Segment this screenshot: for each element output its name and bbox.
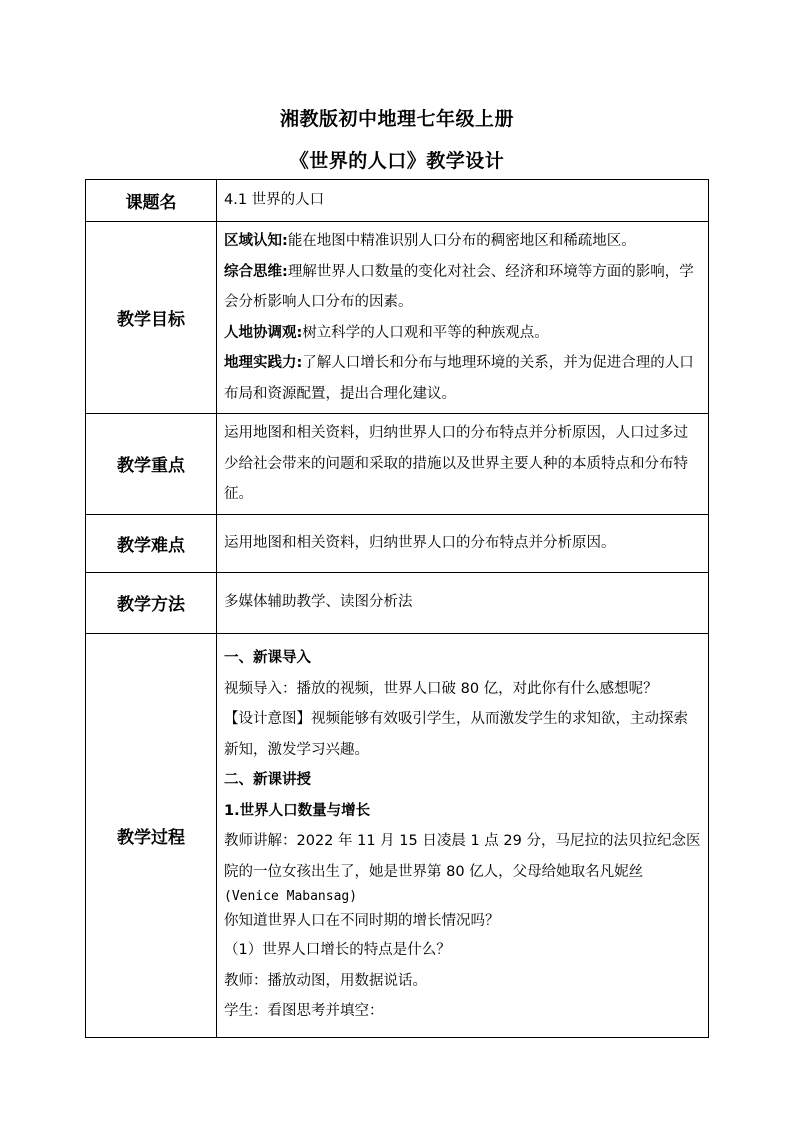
- value-difficulties: 运用地图和相关资料，归纳世界人口的分布特点并分析原因。: [217, 514, 709, 572]
- row-difficulties: [86, 514, 709, 572]
- label-methods: 教学方法: [86, 572, 217, 633]
- value-topic: 4.1 世界的人口: [217, 180, 709, 222]
- english-name: (Venice Mabansag): [224, 889, 358, 905]
- goal-item: 地理实践力:了解人口增长和分布与地理环境的关系，并为促进合理的人口布局和资源配置，提出合理化建议。: [224, 355, 694, 402]
- student-action: 学生：看图思考并填空：: [224, 1003, 384, 1020]
- question-text: 你知道世界人口在不同时期的增长情况吗？: [224, 913, 500, 930]
- subsection-heading: 1.世界人口数量与增长: [224, 802, 371, 819]
- section-heading: 一、新课导入: [224, 650, 311, 667]
- value-process: [217, 633, 709, 1037]
- label-topic: 课题名: [86, 180, 217, 222]
- section-heading: 二、新课讲授: [224, 772, 311, 789]
- teacher-explain: 教师讲解：2022 年 11 月 15 日凌晨 1 点 29 分，马尼拉的法贝拉纪念医院的一位女孩出生了，她是世界第 80 亿人，父母给她取名凡妮丝: [224, 833, 701, 880]
- goal-item: 人地协调观:树立科学的人口观和平等的种族观点。: [224, 324, 549, 341]
- label-difficulties: 教学难点: [86, 514, 217, 572]
- intro-text: 视频导入：播放的视频，世界人口破 80 亿，对此你有什么感想呢？: [224, 680, 658, 697]
- value-goals: [217, 222, 709, 414]
- value-methods: 多媒体辅助教学、读图分析法: [217, 572, 709, 633]
- goal-item: 区域认知:能在地图中精准识别人口分布的稠密地区和稀疏地区。: [224, 233, 636, 249]
- row-topic: [86, 180, 709, 222]
- row-goals: [86, 222, 709, 414]
- design-intent: 【设计意图】视频能够有效吸引学生，从而激发学生的求知欲，主动探索新知，激发学习兴趣。: [224, 711, 688, 758]
- label-key-points: 教学重点: [86, 414, 217, 515]
- teacher-action: 教师：播放动图，用数据说话。: [224, 972, 427, 989]
- label-process: 教学过程: [86, 633, 217, 1037]
- label-goals: 教学目标: [86, 222, 217, 414]
- doc-title-line2: 《世界的人口》教学设计: [289, 150, 505, 172]
- lesson-plan-table: [85, 179, 709, 1038]
- row-key-points: [86, 414, 709, 515]
- doc-title-line1: 湘教版初中地理七年级上册: [279, 108, 514, 130]
- question-1: （1）世界人口增长的特点是什么？: [224, 942, 451, 959]
- row-process: [86, 633, 709, 1037]
- value-key-points: 运用地图和相关资料，归纳世界人口的分布特点并分析原因，人口过多过少给社会带来的问题和采取的措施以及世界主要人种的本质特点和分布特征。: [217, 414, 709, 515]
- goal-item: 综合思维:理解世界人口数量的变化对社会、经济和环境等方面的影响，学会分析影响人口分布的因素。: [224, 263, 694, 310]
- row-methods: [86, 572, 709, 633]
